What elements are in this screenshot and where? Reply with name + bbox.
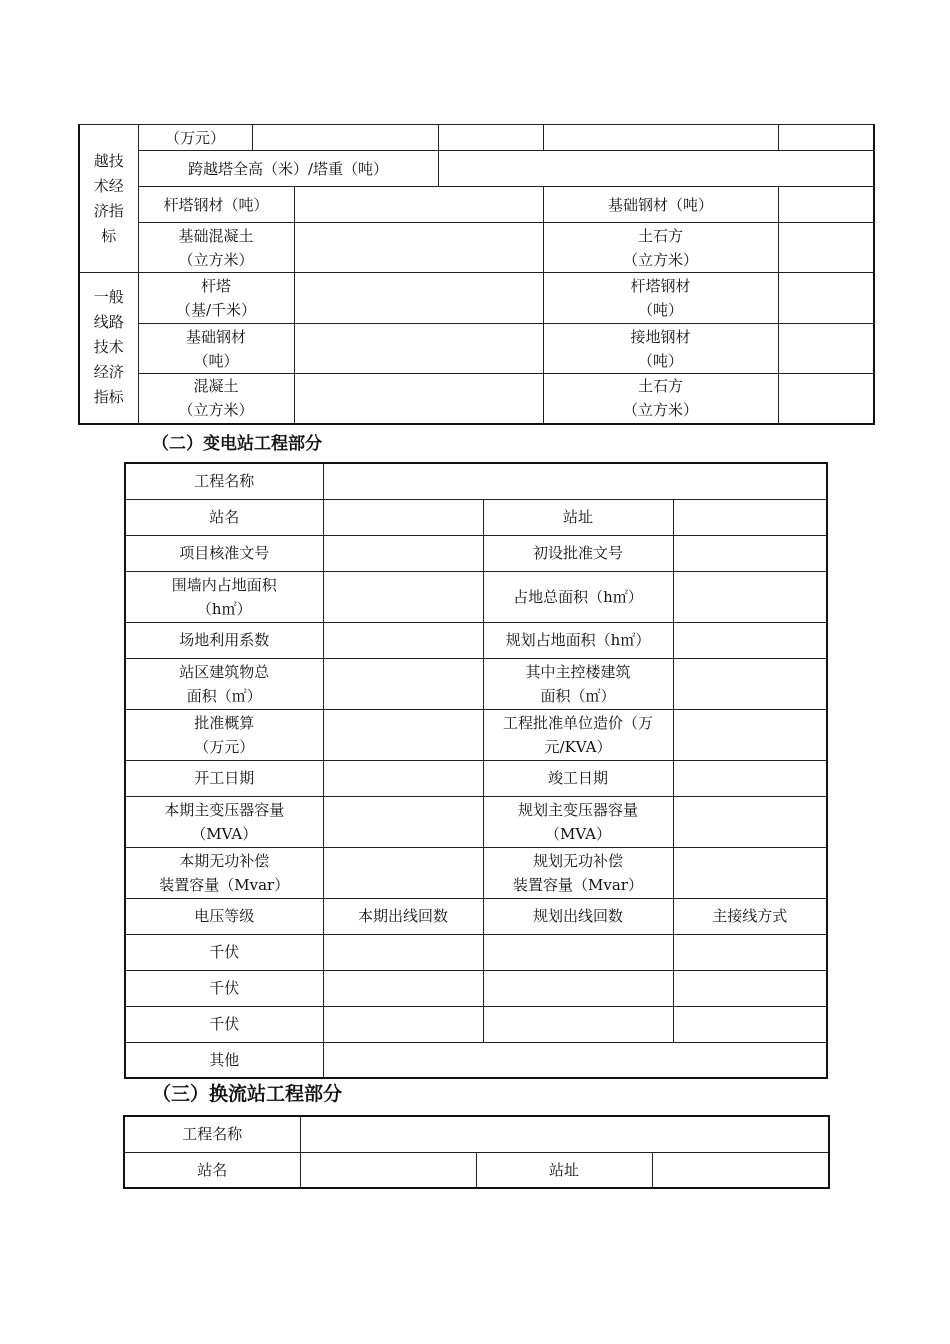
plan-reactive-cap-field[interactable] — [673, 847, 827, 898]
table-row — [125, 898, 827, 934]
control-area-field[interactable] — [673, 658, 827, 709]
cell-empty[interactable] — [438, 151, 874, 187]
table-row — [125, 622, 827, 658]
table-row — [79, 151, 874, 187]
cell-empty[interactable] — [778, 273, 874, 324]
line-indicators-table — [78, 124, 875, 425]
group-label-general: 一般 线路 技术 经济 指标 — [79, 273, 138, 424]
cell-empty[interactable] — [673, 934, 827, 970]
cell-empty[interactable] — [778, 223, 874, 273]
cell-empty[interactable] — [294, 374, 543, 424]
cell-empty[interactable] — [483, 934, 673, 970]
cell-empty[interactable] — [252, 125, 438, 151]
cell-empty[interactable] — [294, 223, 543, 273]
end-date-label: 竣工日期 — [483, 760, 673, 796]
concrete-label: 混凝土 （立方米） — [138, 374, 294, 424]
building-area-label: 站区建筑物总 面积（㎡） — [125, 658, 323, 709]
reactive-cap-field[interactable] — [323, 847, 483, 898]
table-row — [125, 1042, 827, 1078]
other-field[interactable] — [323, 1042, 827, 1078]
current-lines-header: 本期出线回数 — [323, 898, 483, 934]
approval-doc-label: 项目核准文号 — [125, 535, 323, 571]
station-name-label: 站名 — [124, 1152, 300, 1188]
inner-area-label: 围墙内占地面积 （h㎡） — [125, 571, 323, 622]
table-row — [125, 658, 827, 709]
planned-lines-header: 规划出线回数 — [483, 898, 673, 934]
voltage-level-header: 电压等级 — [125, 898, 323, 934]
kv-label: 千伏 — [125, 1006, 323, 1042]
total-area-field[interactable] — [673, 571, 827, 622]
table-row — [124, 1116, 829, 1152]
cross-tower-label: 跨越塔全高（米）/塔重（吨） — [138, 151, 438, 187]
site-coef-label: 场地利用系数 — [125, 622, 323, 658]
table-row — [125, 1006, 827, 1042]
substation-heading: （二）变电站工程部分 — [152, 434, 322, 454]
cost-unit-label: （万元） — [138, 125, 252, 151]
inner-area-field[interactable] — [323, 571, 483, 622]
plan-reactive-cap-label: 规划无功补偿 装置容量（Mvar） — [483, 847, 673, 898]
control-area-label: 其中主控楼建筑 面积（㎡） — [483, 658, 673, 709]
table-row — [125, 847, 827, 898]
other-label: 其他 — [125, 1042, 323, 1078]
table-row — [125, 463, 827, 499]
kv-label: 千伏 — [125, 934, 323, 970]
cell-empty[interactable] — [323, 1006, 483, 1042]
converter-table — [123, 1115, 830, 1189]
cell-empty[interactable] — [294, 187, 543, 223]
foundation-concrete-label: 基础混凝土 （立方米） — [138, 223, 294, 273]
table-row — [79, 223, 874, 273]
table-row — [79, 324, 874, 374]
tower-steel-b-label: 杆塔钢材 （吨） — [543, 273, 778, 324]
table-row — [125, 709, 827, 760]
unit-cost-label: 工程批准单位造价（万 元/KVA） — [483, 709, 673, 760]
project-name-label: 工程名称 — [124, 1116, 300, 1152]
start-date-label: 开工日期 — [125, 760, 323, 796]
kv-label: 千伏 — [125, 970, 323, 1006]
planned-area-field[interactable] — [673, 622, 827, 658]
project-name-field[interactable] — [323, 463, 827, 499]
table-row — [124, 1152, 829, 1188]
table-row — [125, 934, 827, 970]
station-name-field[interactable] — [300, 1152, 476, 1188]
approved-budget-label: 批准概算 （万元） — [125, 709, 323, 760]
substation-table — [124, 462, 828, 1079]
table-row — [79, 374, 874, 424]
group-label-crossing: 越技 术经 济指 标 — [79, 125, 138, 273]
plan-tx-cap-field[interactable] — [673, 796, 827, 847]
station-site-label: 站址 — [476, 1152, 652, 1188]
station-site-label: 站址 — [483, 499, 673, 535]
station-name-field[interactable] — [323, 499, 483, 535]
cell-empty[interactable] — [673, 1006, 827, 1042]
table-row — [79, 187, 874, 223]
start-date-field[interactable] — [323, 760, 483, 796]
cell-empty[interactable] — [294, 324, 543, 374]
table-row — [125, 535, 827, 571]
design-doc-label: 初设批准文号 — [483, 535, 673, 571]
reactive-cap-label: 本期无功补偿 装置容量（Mvar） — [125, 847, 323, 898]
cell-empty[interactable] — [543, 125, 778, 151]
cell-empty[interactable] — [778, 125, 874, 151]
approved-budget-field[interactable] — [323, 709, 483, 760]
table-row — [125, 571, 827, 622]
design-doc-field[interactable] — [673, 535, 827, 571]
cell-empty[interactable] — [483, 970, 673, 1006]
station-name-label: 站名 — [125, 499, 323, 535]
grounding-steel-label: 接地钢材 （吨） — [543, 324, 778, 374]
main-tx-cap-field[interactable] — [323, 796, 483, 847]
cell-empty[interactable] — [778, 374, 874, 424]
project-name-field[interactable] — [300, 1116, 829, 1152]
earthwork-b-label: 土石方 （立方米） — [543, 374, 778, 424]
end-date-field[interactable] — [673, 760, 827, 796]
table-row — [125, 970, 827, 1006]
foundation-steel-b-label: 基础钢材 （吨） — [138, 324, 294, 374]
table-row — [79, 125, 874, 151]
cell-empty[interactable] — [778, 187, 874, 223]
approval-doc-field[interactable] — [323, 535, 483, 571]
table-row — [125, 796, 827, 847]
building-area-field[interactable] — [323, 658, 483, 709]
cell-empty[interactable] — [323, 934, 483, 970]
project-name-label: 工程名称 — [125, 463, 323, 499]
earthwork-label: 土石方 （立方米） — [543, 223, 778, 273]
foundation-steel-label: 基础钢材（吨） — [543, 187, 778, 223]
station-site-field[interactable] — [673, 499, 827, 535]
planned-area-label: 规划占地面积（h㎡） — [483, 622, 673, 658]
towers-label: 杆塔 （基/千米） — [138, 273, 294, 324]
cell-empty[interactable] — [673, 970, 827, 1006]
main-tx-cap-label: 本期主变压器容量 （MVA） — [125, 796, 323, 847]
table-row — [125, 499, 827, 535]
converter-heading: （三）换流站工程部分 — [152, 1083, 343, 1105]
total-area-label: 占地总面积（h㎡） — [483, 571, 673, 622]
cell-empty[interactable] — [778, 324, 874, 374]
cell-empty[interactable] — [438, 125, 543, 151]
plan-tx-cap-label: 规划主变压器容量 （MVA） — [483, 796, 673, 847]
cell-empty[interactable] — [483, 1006, 673, 1042]
cell-empty[interactable] — [323, 970, 483, 1006]
station-site-field[interactable] — [652, 1152, 829, 1188]
tower-steel-label: 杆塔钢材（吨） — [138, 187, 294, 223]
table-row — [79, 273, 874, 324]
cell-empty[interactable] — [294, 273, 543, 324]
table-row — [125, 760, 827, 796]
site-coef-field[interactable] — [323, 622, 483, 658]
wiring-mode-header: 主接线方式 — [673, 898, 827, 934]
unit-cost-field[interactable] — [673, 709, 827, 760]
